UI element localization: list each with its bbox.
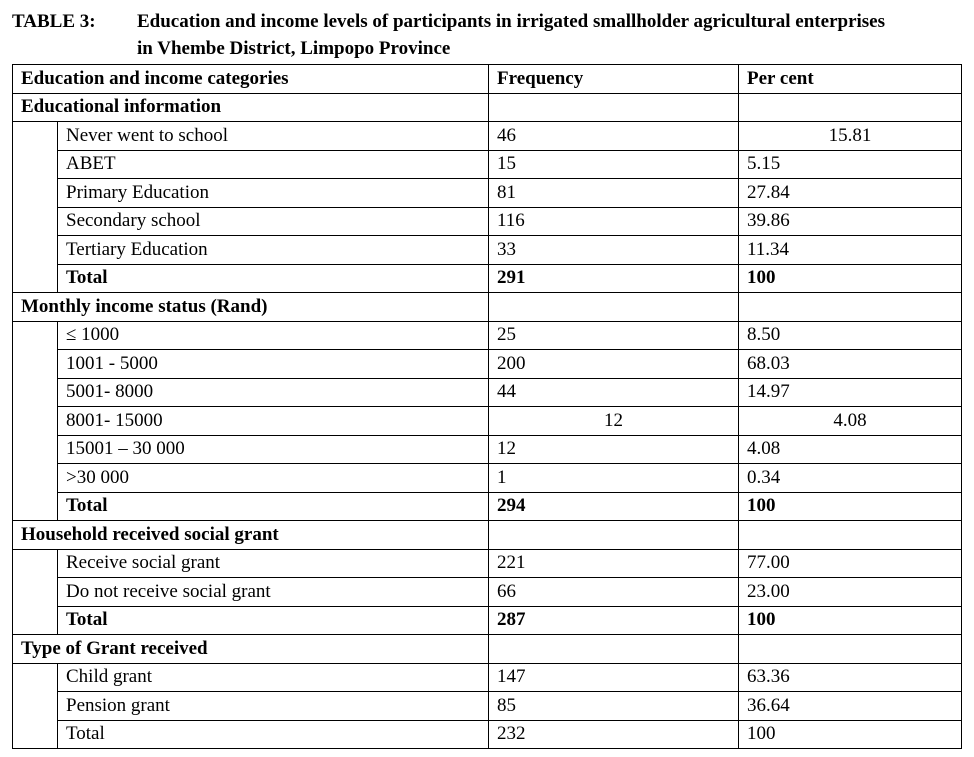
- row-label: 1001 - 5000: [58, 350, 489, 379]
- row-label: Receive social grant: [58, 549, 489, 578]
- row-percent: 0.34: [739, 464, 962, 493]
- section-title: Monthly income status (Rand): [13, 293, 489, 322]
- header-percent: Per cent: [739, 65, 962, 94]
- row-percent: 39.86: [739, 207, 962, 236]
- row-percent: 63.36: [739, 663, 962, 692]
- section-heading-row: [13, 521, 962, 550]
- table-row: [13, 435, 962, 464]
- empty-cell: [739, 635, 962, 664]
- empty-cell: [489, 635, 739, 664]
- table-row: [13, 236, 962, 265]
- row-percent: 8.50: [739, 321, 962, 350]
- indent-cell: [13, 606, 58, 635]
- row-label: Total: [58, 492, 489, 521]
- row-label: Total: [58, 606, 489, 635]
- row-label: ABET: [58, 150, 489, 179]
- indent-cell: [13, 549, 58, 578]
- table-row: [13, 350, 962, 379]
- table-row: [13, 150, 962, 179]
- row-label: >30 000: [58, 464, 489, 493]
- section-title: Educational information: [13, 93, 489, 122]
- row-frequency: 232: [489, 720, 739, 749]
- row-label: Tertiary Education: [58, 236, 489, 265]
- row-percent: 68.03: [739, 350, 962, 379]
- row-frequency: 12: [489, 407, 739, 436]
- empty-cell: [739, 521, 962, 550]
- empty-cell: [739, 93, 962, 122]
- indent-cell: [13, 122, 58, 151]
- row-frequency: 46: [489, 122, 739, 151]
- indent-cell: [13, 464, 58, 493]
- education-income-table: [12, 64, 962, 749]
- empty-cell: [489, 293, 739, 322]
- row-frequency: 12: [489, 435, 739, 464]
- row-frequency: 15: [489, 150, 739, 179]
- table-row: [13, 378, 962, 407]
- table-row: [13, 464, 962, 493]
- total-row: [13, 720, 962, 749]
- row-label: Pension grant: [58, 692, 489, 721]
- indent-cell: [13, 207, 58, 236]
- header-row: [13, 65, 962, 94]
- row-label: Do not receive social grant: [58, 578, 489, 607]
- indent-cell: [13, 378, 58, 407]
- row-label: ≤ 1000: [58, 321, 489, 350]
- table-number: TABLE 3:: [12, 11, 96, 32]
- row-frequency: 1: [489, 464, 739, 493]
- row-frequency: 200: [489, 350, 739, 379]
- indent-cell: [13, 321, 58, 350]
- table-row: [13, 692, 962, 721]
- row-percent: 100: [739, 606, 962, 635]
- row-label: Never went to school: [58, 122, 489, 151]
- indent-cell: [13, 407, 58, 436]
- header-frequency: Frequency: [489, 65, 739, 94]
- row-percent: 36.64: [739, 692, 962, 721]
- indent-cell: [13, 236, 58, 265]
- row-label: 15001 – 30 000: [58, 435, 489, 464]
- row-label: Secondary school: [58, 207, 489, 236]
- row-frequency: 221: [489, 549, 739, 578]
- row-percent: 11.34: [739, 236, 962, 265]
- table-row: [13, 407, 962, 436]
- row-frequency: 81: [489, 179, 739, 208]
- row-percent: 23.00: [739, 578, 962, 607]
- section-heading-row: [13, 293, 962, 322]
- row-frequency: 33: [489, 236, 739, 265]
- row-label: Total: [58, 720, 489, 749]
- table-caption: [12, 8, 962, 62]
- indent-cell: [13, 492, 58, 521]
- row-frequency: 25: [489, 321, 739, 350]
- indent-cell: [13, 350, 58, 379]
- table-title-line-1: Education and income levels of participants in irrigated smallholder agricultural enterprises: [137, 11, 886, 32]
- row-percent: 100: [739, 264, 962, 293]
- row-percent: 15.81: [739, 122, 962, 151]
- row-label: 5001- 8000: [58, 378, 489, 407]
- table-row: [13, 179, 962, 208]
- empty-cell: [489, 93, 739, 122]
- row-frequency: 44: [489, 378, 739, 407]
- empty-cell: [489, 521, 739, 550]
- indent-cell: [13, 264, 58, 293]
- table-row: [13, 549, 962, 578]
- indent-cell: [13, 435, 58, 464]
- row-frequency: 287: [489, 606, 739, 635]
- indent-cell: [13, 150, 58, 179]
- row-percent: 4.08: [739, 435, 962, 464]
- row-label: Total: [58, 264, 489, 293]
- row-frequency: 116: [489, 207, 739, 236]
- row-frequency: 291: [489, 264, 739, 293]
- section-heading-row: [13, 93, 962, 122]
- total-row: [13, 492, 962, 521]
- table-row: [13, 321, 962, 350]
- section-title: Household received social grant: [13, 521, 489, 550]
- indent-cell: [13, 578, 58, 607]
- indent-cell: [13, 663, 58, 692]
- row-percent: 77.00: [739, 549, 962, 578]
- row-percent: 5.15: [739, 150, 962, 179]
- table-title-line-2: in Vhembe District, Limpopo Province: [137, 38, 451, 59]
- row-frequency: 147: [489, 663, 739, 692]
- table-row: [13, 207, 962, 236]
- table-row: [13, 122, 962, 151]
- row-percent: 100: [739, 720, 962, 749]
- section-title: Type of Grant received: [13, 635, 489, 664]
- row-frequency: 85: [489, 692, 739, 721]
- total-row: [13, 606, 962, 635]
- section-heading-row: [13, 635, 962, 664]
- row-percent: 4.08: [739, 407, 962, 436]
- row-label: Child grant: [58, 663, 489, 692]
- row-label: 8001- 15000: [58, 407, 489, 436]
- total-row: [13, 264, 962, 293]
- header-categories: Education and income categories: [13, 65, 489, 94]
- indent-cell: [13, 692, 58, 721]
- row-percent: 27.84: [739, 179, 962, 208]
- row-percent: 100: [739, 492, 962, 521]
- table-row: [13, 663, 962, 692]
- row-frequency: 66: [489, 578, 739, 607]
- indent-cell: [13, 720, 58, 749]
- row-label: Primary Education: [58, 179, 489, 208]
- table-row: [13, 578, 962, 607]
- row-percent: 14.97: [739, 378, 962, 407]
- indent-cell: [13, 179, 58, 208]
- row-frequency: 294: [489, 492, 739, 521]
- empty-cell: [739, 293, 962, 322]
